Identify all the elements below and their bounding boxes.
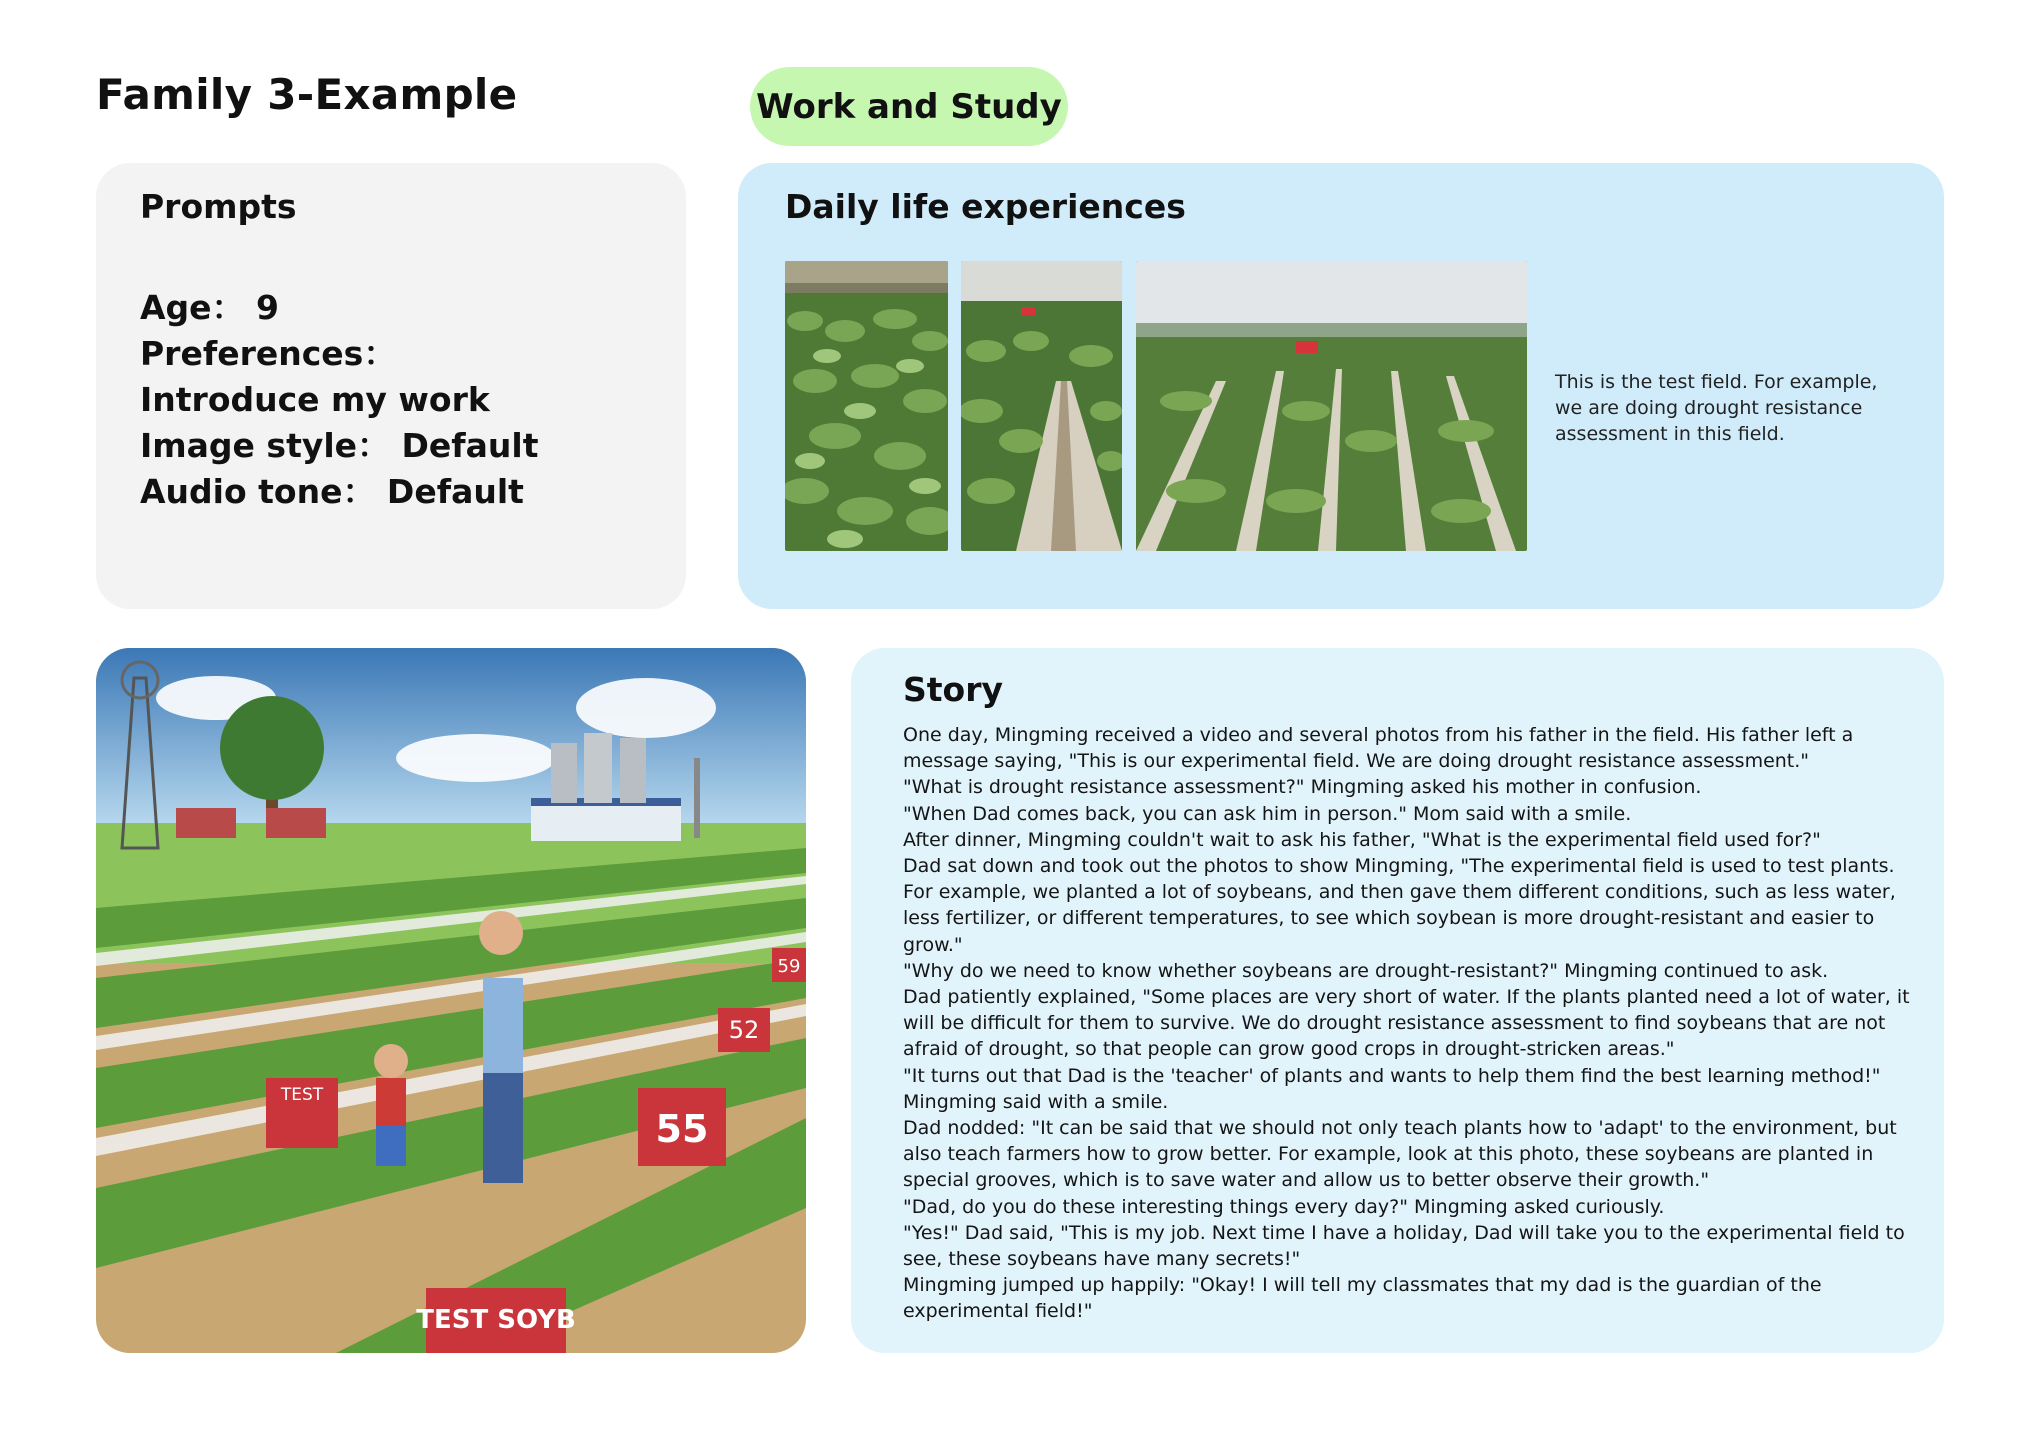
- prompt-age: Age： 9: [140, 288, 279, 327]
- sign-text-soybean: TEST SOYB: [416, 1305, 576, 1335]
- experiences-card: [738, 163, 1944, 609]
- prompt-image-style: Image style： Default: [140, 426, 539, 465]
- story-paragraph: Mingming jumped up happily: "Okay! I will tell my classmates that my dad is the guardian of the experimental field!": [903, 1274, 1822, 1323]
- story-text: [903, 722, 1913, 1325]
- story-paragraph: Dad nodded: "It can be said that we should not only teach plants how to 'adapt' to the environment, but also teach farmers how to grow better. For example, look at this photo, these soybeans are planted in special grooves, which is to save water and allow us to better observe their growth.": [903, 1117, 1897, 1192]
- prompt-list: [140, 285, 560, 515]
- story-paragraph: Dad sat down and took out the photos to show Mingming, "The experimental field is used to test plants. For example, we planted a lot of soybeans, and then gave them different conditions, such as less water, less fertilizer, or different temperatures, to see which soybean is more drought-resistant and easier to grow.": [903, 855, 1896, 956]
- story-paragraph: "Dad, do you do these interesting things every day?" Mingming asked curiously.: [903, 1195, 1665, 1218]
- sign-text-52: 52: [728, 1016, 760, 1044]
- sign-text-59: 59: [777, 956, 801, 977]
- prompts-heading: Prompts: [140, 187, 297, 226]
- story-paragraph: "Why do we need to know whether soybeans are drought-resistant?" Mingming continued to ask.: [903, 959, 1829, 982]
- story-illustration: [96, 648, 806, 1353]
- field-photo-groove: [961, 261, 1122, 551]
- story-paragraph: "When Dad comes back, you can ask him in person." Mom said with a smile.: [903, 802, 1632, 825]
- story-paragraph: After dinner, Mingming couldn't wait to ask his father, "What is the experimental field used for?": [903, 828, 1821, 851]
- sign-text-test: TEST: [280, 1085, 324, 1105]
- story-paragraph: One day, Mingming received a video and several photos from his father in the field. His father left a message saying, "This is our experimental field. We are doing drought resistance assessment.": [903, 724, 1854, 773]
- sign-text-55: 55: [655, 1107, 709, 1151]
- story-card: [851, 648, 1944, 1353]
- story-paragraph: "Yes!" Dad said, "This is my job. Next time I have a holiday, Dad will take you to the experimental field to see, these soybeans have many secrets!": [903, 1221, 1905, 1271]
- field-photo-closeup: [785, 261, 948, 551]
- field-photo-wide: [1136, 261, 1527, 551]
- prompt-preferences: Preferences： Introduce my work: [140, 334, 490, 419]
- photo-caption: This is the test field. For example, we are doing drought resistance assessment in this field.: [1555, 371, 1878, 445]
- page-title: Family 3-Example: [96, 70, 518, 119]
- story-paragraph: "What is drought resistance assessment?" Mingming asked his mother in confusion.: [903, 776, 1702, 799]
- story-paragraph: Dad patiently explained, "Some places are very short of water. If the plants planted need a lot of water, it will be difficult for them to survive. We do drought resistance assessment to find soybeans that are not afraid of drought, so that people can grow good crops in drought-stricken areas.": [903, 986, 1910, 1061]
- category-badge: Work and Study: [750, 67, 1068, 146]
- prompts-card: [96, 163, 686, 609]
- prompt-audio-tone: Audio tone： Default: [140, 472, 524, 511]
- experiences-heading: Daily life experiences: [785, 187, 1186, 226]
- story-paragraph: "It turns out that Dad is the 'teacher' of plants and wants to help them find the best learning method!" Mingming said with a smile.: [903, 1064, 1881, 1113]
- story-heading: Story: [903, 670, 1003, 709]
